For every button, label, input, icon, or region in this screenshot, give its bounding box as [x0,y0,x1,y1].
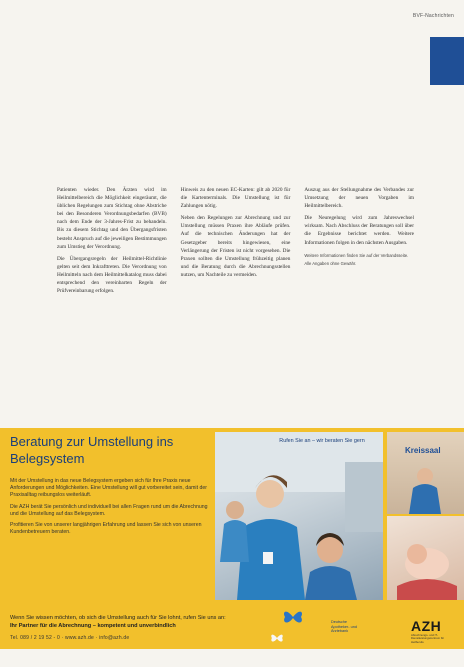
article-column-3 [304,186,414,299]
article-column-2 [181,186,291,299]
paragraph: Hinweis zu den neuen EC-Karten: gilt ab 2020 für die Kartenterminals. Die Umstellung ist für Zahlungen nötig. [180,187,291,210]
ad-paragraph: Profitieren Sie von unserer langjährigen Erfahrung und lassen Sie sich von unseren Kundenbetreuern beraten. [10,522,202,536]
paragraph: Patienten wieder. Den Ärzten wird im Heilmittelbereich die Möglichkeit eingeräumt, die üblichen Regelungen zum Stichtag ohne Abstriche bei den Besonderen Verordnungsbedarfen (BVB) nach dem Ende der 3-Jahres-Frist zu behandeln. Bis zu diesem Stichtag und den Übergangsfristen besteht Anspruch auf die jeweiligen Bestimmungen zum Umstieg der Verordnung. [57,187,167,250]
paragraph: Auszug aus der Stellungnahme des Verbandes zur Umsetzung der neuen Vorgaben im Heilmittelbereich. [304,187,415,210]
doctor-illustration [387,432,464,514]
paragraph: Neben den Regelungen zur Abrechnung und zur Umstellung müssen Praxen ihre Abläufe prüfen. Auf die technischen Änderungen hat der Gesetzgeber bereits hingewiesen, eine Verlängerung der Fristen ist nicht vorgesehen. Die Praxen sollten die Umstellung frühzeitig planen und die Beratung durch die Abrechnungsstellen nutzen, um Nachteile zu vermeiden. [180,215,291,278]
cta-line: Wenn Sie wissen möchten, ob sich die Umstellung auch für Sie lohnt, rufen Sie uns an: [10,615,226,621]
footnote: Weitere Informationen finden Sie auf der Verbandsseite. [304,252,409,258]
nurses-photo [215,432,383,600]
blue-tab-marker [430,37,464,85]
baby-illustration [387,516,464,600]
nurses-illustration [215,432,383,600]
ad-call-to-action [10,615,280,630]
paragraph: Die Neuregelung wird zum Jahreswechsel wirksam. Nach Abschluss der Beratungen soll über die Ergebnisse berichtet werden. Weitere Informationen folgen in den nächsten Ausgaben. [304,215,415,246]
article-columns [57,186,414,299]
azh-logo [411,618,455,644]
cta-emphasis: Ihr Partner für die Abrechnung – kompetent und unverbindlich [10,622,176,629]
ad-title: Beratung zur Umstellung ins Belegsystem [10,434,174,466]
kreissaal-sign: Kreissaal [405,446,441,455]
article-column-1 [57,186,167,299]
kreissaal-photo [387,432,464,514]
footnote: Alle Angaben ohne Gewähr. [304,260,357,266]
azh-tagline: Abrechnungs- und IT-Dienstleistungszentrum für Heilberufe [411,633,445,644]
photo-caption: Rufen Sie an – wir beraten Sie gern [279,438,365,444]
contact-line: Tel. 089 / 2 19 52 - 0 · www.azh.de · info@azh.de [10,635,130,641]
footnotes [304,253,414,267]
azh-wordmark: AZH [411,618,442,634]
ad-paragraph: Mit der Umstellung in das neue Belegsystem ergeben sich für Ihre Praxis neue Anforderungen und Möglichkeiten. Eine Umstellung will gut vorbereitet sein, damit der Praxisalltag reibungslos weiterläuft. [10,478,207,499]
section-tag: BVF-Nachrichten [412,13,454,19]
bank-logo-line: Apotheker- und [331,624,357,629]
bank-logo-line: Ärztebank [331,629,349,634]
bank-logo [331,620,357,634]
baby-photo [387,516,464,600]
ad-paragraph: Die AZH berät Sie persönlich und individuell bei allen Fragen rund um die Abrechnung und die Umstellung auf das Belegsystem. [10,503,208,517]
advertisement [0,428,464,649]
bank-logo-line: Deutsche [331,620,348,624]
butterfly-icon [270,632,284,644]
ad-body [10,478,210,540]
paragraph: Die Übergangsregeln der Heilmittel-Richtlinie gelten seit dem Inkrafttreten. Die Verordnung von Heilmitteln nach dem Heilmittelkatalog muss dabei entsprechend den vereinbarten Regeln der Prüfvereinbarung erfolgen. [57,255,167,295]
butterfly-icon [282,608,304,626]
